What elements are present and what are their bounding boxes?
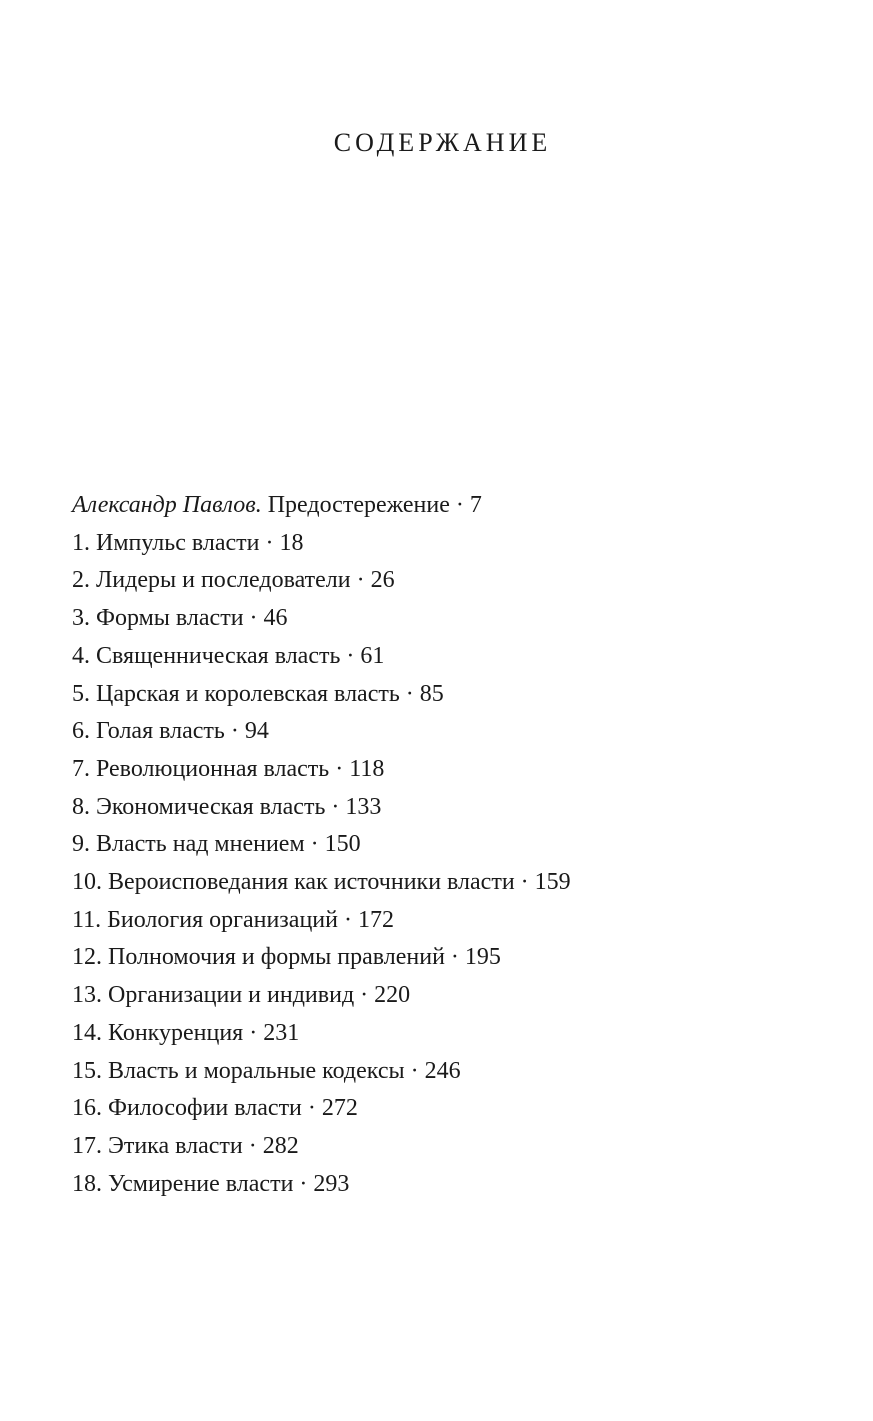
toc-entry-chapter-11: 11. Биология организаций · 172 — [72, 906, 394, 933]
toc-entry-chapter-1: 1. Импульс власти · 18 — [72, 529, 304, 556]
toc-entry-chapter-8: 8. Экономическая власть · 133 — [72, 793, 382, 820]
preface-author: Александр Павлов. — [72, 492, 262, 518]
toc-entry-preface — [72, 487, 571, 525]
page-title: СОДЕРЖАНИЕ — [333, 128, 552, 157]
toc-entry-chapter-16: 16. Философии власти · 272 — [72, 1095, 358, 1122]
table-of-contents — [72, 487, 571, 1203]
toc-entry-chapter-12: 12. Полномочия и формы правлений · 195 — [72, 944, 501, 971]
toc-entry-chapter-14: 14. Конкуренция · 231 — [72, 1019, 300, 1046]
toc-entry-chapter-9: 9. Власть над мнением · 150 — [72, 831, 361, 858]
toc-entry-chapter-10: 10. Вероисповедания как источники власти · 159 — [72, 869, 571, 896]
toc-entry-chapter-6: 6. Голая власть · 94 — [72, 718, 269, 745]
toc-entry-chapter-17: 17. Этика власти · 282 — [72, 1132, 299, 1159]
toc-entry-chapter-13: 13. Организации и индивид · 220 — [72, 982, 411, 1009]
toc-entry-chapter-7: 7. Революционная власть · 118 — [72, 755, 385, 782]
toc-entry-chapter-2: 2. Лидеры и последователи · 26 — [72, 567, 395, 594]
preface-title: Предостережение · 7 — [261, 492, 482, 518]
toc-entry-chapter-5: 5. Царская и королевская власть · 85 — [72, 680, 444, 707]
toc-entry-chapter-3: 3. Формы власти · 46 — [72, 605, 288, 632]
toc-entry-chapter-4: 4. Священническая власть · 61 — [72, 642, 385, 669]
toc-entry-chapter-15: 15. Власть и моральные кодексы · 246 — [72, 1057, 461, 1084]
toc-entry-chapter-18: 18. Усмирение власти · 293 — [72, 1170, 350, 1197]
